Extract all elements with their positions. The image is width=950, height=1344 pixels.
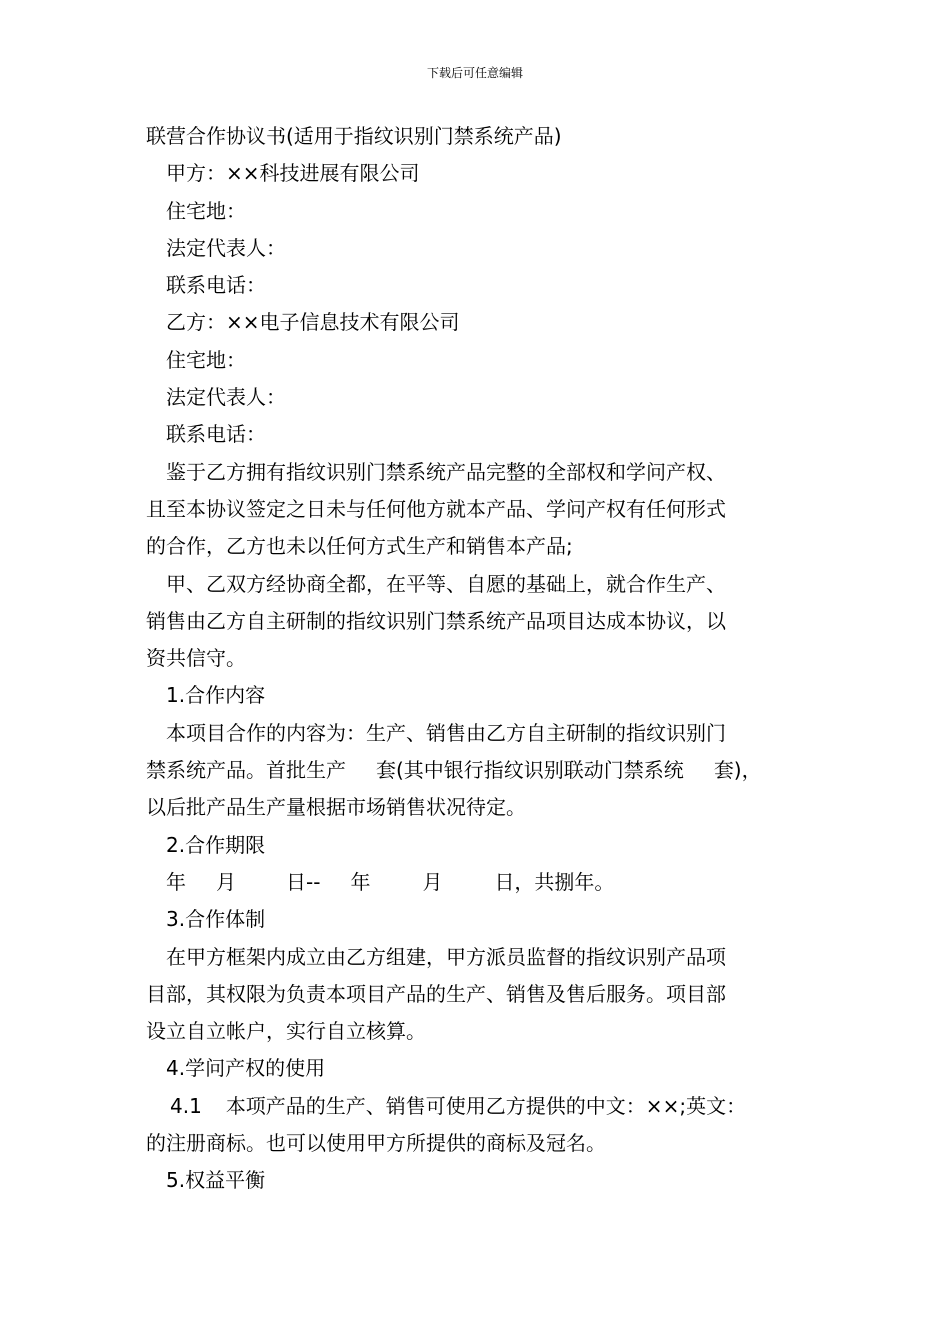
document-body: [146, 118, 814, 1200]
section-2-heading: 2.合作期限: [166, 832, 266, 857]
party-b-phone: 联系电话：: [166, 422, 266, 447]
section-1-text: 套)，: [713, 758, 762, 783]
term-text: 年: [166, 869, 186, 894]
section-2-term: [146, 864, 814, 901]
section-4-line: 的注册商标。也可以使用甲方所提供的商标及冠名。: [146, 1131, 606, 1156]
party-a-address: 住宅地：: [166, 198, 246, 223]
preamble-p2-line: 甲、乙双方经协商全都，在平等、自愿的基础上，就合作生产、: [166, 571, 726, 596]
preamble-p2-line: 销售由乙方自主研制的指纹识别门禁系统产品项目达成本协议，以: [146, 608, 726, 633]
preamble-p1-line: 的合作，乙方也未以任何方式生产和销售本产品;: [146, 534, 573, 559]
term-text: 日，共捌年。: [494, 869, 615, 894]
preamble-p1-line: 且至本协议签定之日未与任何他方就本产品、学问产权有任何形式: [146, 496, 726, 521]
section-1-line: [146, 752, 814, 789]
term-text: 月: [216, 869, 236, 894]
section-4-heading: 4.学问产权的使用: [166, 1056, 326, 1081]
clause-number: 4.1: [170, 1093, 202, 1118]
party-a-phone: 联系电话：: [166, 273, 266, 298]
document-title: 联营合作协议书(适用于指纹识别门禁系统产品): [146, 124, 562, 148]
section-1-heading: 1.合作内容: [166, 683, 266, 708]
party-a-legal-rep: 法定代表人：: [166, 235, 286, 260]
preamble-p2-line: 资共信守。: [146, 646, 246, 671]
section-3-line: 设立自立帐户，实行自立核算。: [146, 1019, 426, 1044]
term-text: 年: [350, 869, 371, 894]
section-1-line: 本项目合作的内容为：生产、销售由乙方自主研制的指纹识别门: [166, 720, 726, 745]
term-text: 日--: [286, 869, 321, 894]
section-3-heading: 3.合作体制: [166, 907, 266, 932]
clause-text: 本项产品的生产、销售可使用乙方提供的中文：××;英文：: [225, 1093, 747, 1118]
section-3-line: 在甲方框架内成立由乙方组建，甲方派员监督的指纹识别产品项: [166, 944, 726, 969]
section-1-text: 禁系统产品。首批生产: [146, 758, 346, 783]
party-a-name: 甲方：××科技进展有限公司: [166, 161, 420, 186]
section-1-line: 以后批产品生产量根据市场销售状况待定。: [146, 795, 526, 820]
section-3-line: 目部，其权限为负责本项目产品的生产、销售及售后服务。项目部: [146, 981, 726, 1006]
party-b-address: 住宅地：: [166, 347, 246, 372]
section-1-text: 套(其中银行指纹识别联动门禁系统: [376, 758, 684, 783]
page-header: 下载后可任意编辑: [426, 66, 523, 80]
party-b-name: 乙方：××电子信息技术有限公司: [166, 310, 460, 335]
section-4-line: [146, 1088, 814, 1125]
term-text: 月: [422, 869, 443, 894]
party-b-legal-rep: 法定代表人：: [166, 385, 286, 410]
section-5-heading: 5.权益平衡: [166, 1168, 266, 1193]
preamble-p1-line: 鉴于乙方拥有指纹识别门禁系统产品完整的全部权和学问产权、: [166, 459, 726, 484]
